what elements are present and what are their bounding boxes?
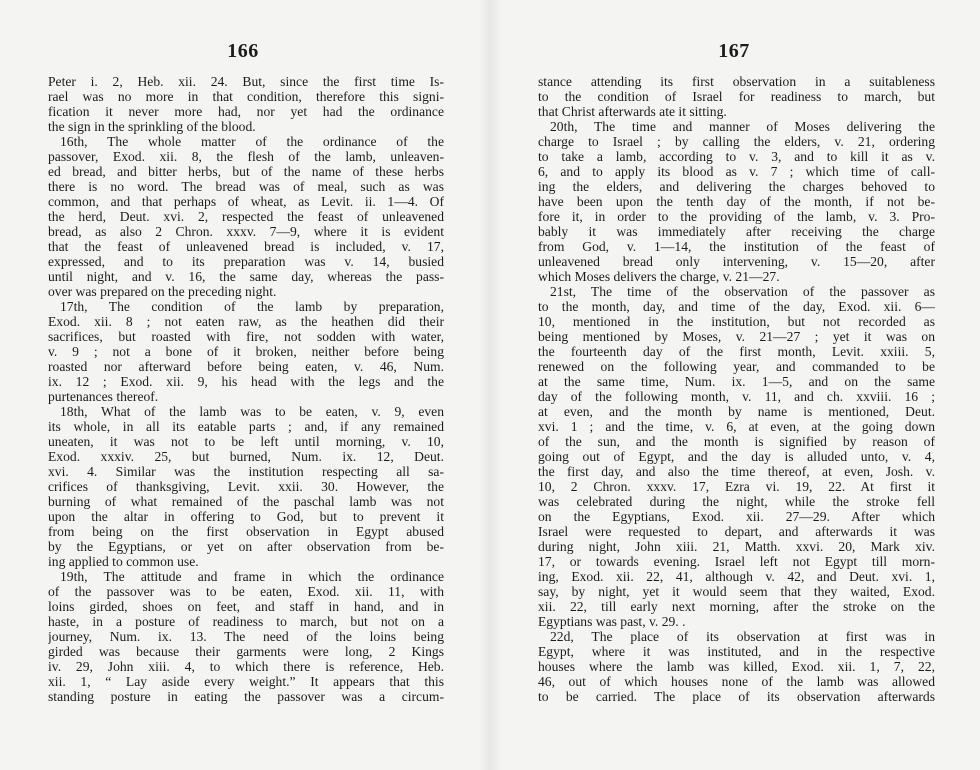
text-line: houses where the lamb was killed, Exod. xii. 1, 7, 22, — [538, 659, 935, 674]
text-line: going out of Egypt, and the day is alluded unto, v. 4, — [538, 449, 935, 464]
text-line: there is no word. The bread was of meal, such as was — [48, 179, 444, 194]
text-line: standing posture in eating the passover was a circum- — [48, 689, 444, 704]
text-line: 20th, The time and manner of Moses delivering the — [550, 119, 935, 134]
text-line: rael was no more in that condition, therefore this signi- — [48, 89, 444, 104]
text-line: 22d, The place of its observation at first was in — [550, 629, 935, 644]
text-line: at even, and the month by name is mentioned, Deut. — [538, 404, 935, 419]
text-line: burning of what remained of the paschal lamb was not — [48, 494, 444, 509]
text-line: to the month, day, and time of the day, Exod. xii. 6— — [538, 299, 935, 314]
text-line: 46, out of which houses none of the lamb was allowed — [538, 674, 935, 689]
text-line: to the condition of Israel for readiness to march, but — [538, 89, 935, 104]
right-page — [490, 0, 980, 770]
text-line: being mentioned by Moses, v. 21—27 ; yet it was on — [538, 329, 935, 344]
text-line: until night, and v. 16, the same day, whereas the pass- — [48, 269, 444, 284]
text-line: from God, v. 1—14, the institution of the feast of — [538, 239, 935, 254]
text-line: say, by night, yet it would seem that they waited, Exod. — [538, 584, 935, 599]
text-line: purtenances thereof. — [48, 389, 159, 404]
page-text — [538, 74, 935, 704]
text-line: which Moses delivers the charge, v. 21—27. — [538, 269, 780, 284]
text-line: unleavened bread only intervening, v. 15—20, after — [538, 254, 935, 269]
text-line: 21st, The time of the observation of the passover as — [550, 284, 935, 299]
text-line: have been upon the tenth day of the month, if not be- — [538, 194, 935, 209]
text-line: ing the elders, and delivering the charges behoved to — [538, 179, 935, 194]
text-line: by the Egyptians, or yet on after observation from be- — [48, 539, 444, 554]
text-line: fication it never more had, nor yet had the ordinance — [48, 104, 444, 119]
text-line: ing, Exod. xii. 22, 41, although v. 42, and Deut. xvi. 1, — [538, 569, 935, 584]
text-line: during night, John xiii. 21, Matth. xxvi. 20, Mark xiv. — [538, 539, 935, 554]
text-line: Egyptians was past, v. 29. . — [538, 614, 686, 629]
text-line: 10, mentioned in the institution, but not recorded as — [538, 314, 935, 329]
text-line: Egypt, where it was instituted, and in the respective — [538, 644, 935, 659]
text-line: of the passover was to be eaten, Exod. xii. 11, with — [48, 584, 444, 599]
text-line: expressed, and to its preparation was v. 14, busied — [48, 254, 444, 269]
text-line: from being on the first observation in Egypt abused — [48, 524, 444, 539]
text-line: Israel were requested to depart, and afterwards it was — [538, 524, 935, 539]
text-line: on the Egyptians, Exod. xii. 27—29. After which — [538, 509, 935, 524]
text-line: bably it was immediately after receiving the charge — [538, 224, 935, 239]
text-line: that Christ afterwards ate it sitting. — [538, 104, 727, 119]
text-line: ing applied to common use. — [48, 554, 199, 569]
text-line: the herd, Deut. xvi. 2, respected the feast of unleavened — [48, 209, 444, 224]
text-line: Exod. xxxiv. 25, but burned, Num. ix. 12, Deut. — [48, 449, 444, 464]
text-line: xvi. 4. Similar was the institution respecting all sa- — [48, 464, 444, 479]
text-line: charge to Israel ; by calling the elders, v. 21, ordering — [538, 134, 935, 149]
text-line: loins girded, shoes on feet, and staff in hand, and in — [48, 599, 444, 614]
text-line: haste, in a posture of readiness to march, but not on a — [48, 614, 444, 629]
text-line: ix. 12 ; Exod. xii. 9, his head with the legs and the — [48, 374, 444, 389]
text-line: crifices of thanksgiving, Levit. xxii. 30. However, the — [48, 479, 444, 494]
text-line: renewed on the following year, and commanded to be — [538, 359, 935, 374]
text-line: 19th, The attitude and frame in which the ordinance — [60, 569, 444, 584]
text-line: bread, as also 2 Chron. xxxv. 7—9, where it is evident — [48, 224, 444, 239]
text-line: its whole, in all its eatable parts ; and, if any remained — [48, 419, 444, 434]
text-line: common, and that perhaps of wheat, as Levit. ii. 1—4. Of — [48, 194, 444, 209]
text-line: at the same time, Num. ix. 1—5, and on the same — [538, 374, 935, 389]
text-line: that the feast of unleavened bread is included, v. 17, — [48, 239, 444, 254]
text-line: 10, 2 Chron. xxxv. 17, Ezra vi. 19, 22. At first it — [538, 479, 935, 494]
text-line: 17, or towards evening. Israel left not Egypt till morn- — [538, 554, 935, 569]
text-line: upon the altar in offering to God, but to prevent it — [48, 509, 444, 524]
text-line: 16th, The whole matter of the ordinance of the — [60, 134, 444, 149]
text-line: of the sun, and the month is signified by reason of — [538, 434, 935, 449]
text-line: stance attending its first observation in a suitableness — [538, 74, 935, 89]
text-line: the sign in the sprinkling of the blood. — [48, 119, 256, 134]
text-line: xvi. 1 ; and the time, v. 6, at even, at the going down — [538, 419, 935, 434]
text-line: v. 9 ; not a bone of it broken, neither before being — [48, 344, 444, 359]
text-line: over was prepared on the preceding night. — [48, 284, 277, 299]
text-line: sacrifices, but roasted with fire, not sodden with water, — [48, 329, 444, 344]
text-line: Peter i. 2, Heb. xii. 24. But, since the first time Is- — [48, 74, 444, 89]
text-line: the fourteenth day of the first month, Levit. xxiii. 5, — [538, 344, 935, 359]
text-line: iv. 29, John xiii. 4, to which there is reference, Heb. — [48, 659, 444, 674]
text-line: the first day, and also the time thereof, at even, Josh. v. — [538, 464, 935, 479]
text-line: to be carried. The place of its observation afterwards — [538, 689, 935, 704]
text-line: 17th, The condition of the lamb by preparation, — [60, 299, 444, 314]
text-line: xii. 1, “ Lay aside every weight.” It appears that this — [48, 674, 444, 689]
text-line: to take a lamb, according to v. 3, and to kill it as v. — [538, 149, 935, 164]
text-line: day of the following month, v. 11, and ch. xxviii. 16 ; — [538, 389, 935, 404]
text-line: girded was because their garments were long, 2 Kings — [48, 644, 444, 659]
page-number: 167 — [718, 40, 750, 62]
text-line: ed bread, and bitter herbs, but of the name of these herbs — [48, 164, 444, 179]
text-line: Exod. xii. 8 ; not eaten raw, as the heathen did their — [48, 314, 444, 329]
text-line: xii. 22, till early next morning, after the stroke on the — [538, 599, 935, 614]
text-line: passover, Exod. xii. 8, the flesh of the lamb, unleaven- — [48, 149, 444, 164]
text-line: fore it, in order to the providing of the lamb, v. 3. Pro- — [538, 209, 935, 224]
text-line: journey, Num. ix. 13. The need of the loins being — [48, 629, 444, 644]
text-line: 6, and to apply its blood as v. 7 ; which time of call- — [538, 164, 935, 179]
text-line: uneaten, it was not to be left until morning, v. 10, — [48, 434, 444, 449]
text-line: 18th, What of the lamb was to be eaten, v. 9, even — [60, 404, 444, 419]
text-line: roasted nor afterward before being eaten, v. 46, Num. — [48, 359, 444, 374]
page-number: 166 — [227, 40, 259, 62]
page-text — [48, 74, 444, 704]
text-line: was celebrated during the night, while the stroke fell — [538, 494, 935, 509]
